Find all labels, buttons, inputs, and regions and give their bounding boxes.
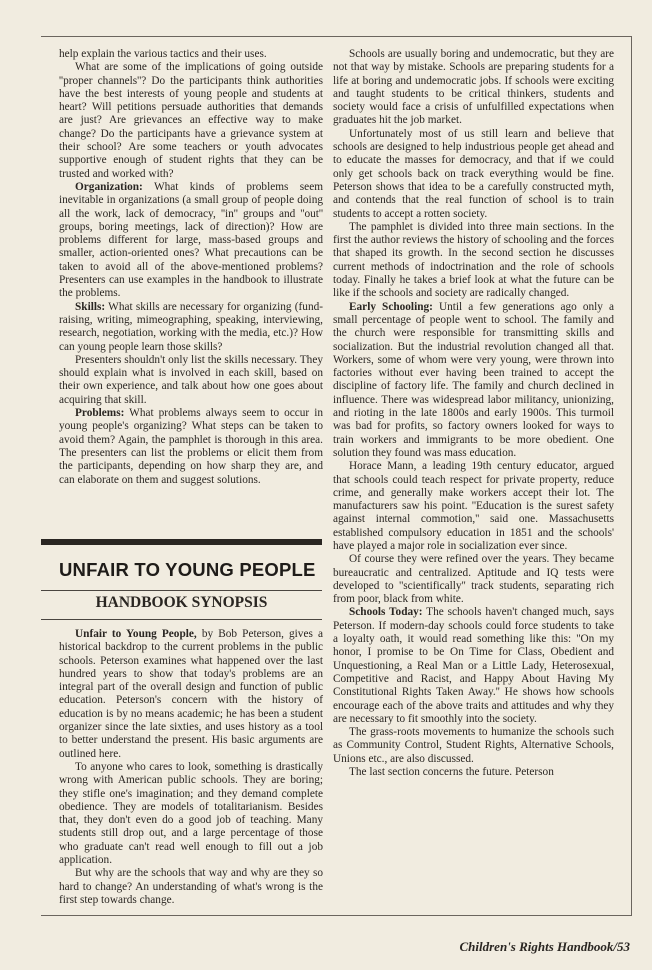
left-column-top: [59, 48, 323, 487]
paragraph: What are some of the implications of going outside ''proper channels''? Do the participants think authorities have the best interests of young people and students at heart? Will petitions persuade authorities that demands are just? Are grievances an effective way to make change? Do the participants have a grievance system at their school? Are some teachers or youth advocates supportive enough of student rights that they can be trusted and worked with?: [59, 61, 323, 180]
paragraph: [59, 301, 323, 354]
paragraph: [59, 407, 323, 487]
paragraph-text: The schools haven't changed much, says Peterson. If modern-day schools could force students to take a loyalty oath, it would read something like this: ''On my honor, I promise to be On Time for Class, Obedient and Unquestioning, a Real Man or a Little Lady, Heterosexual, Competitive and Racist, and Happy About Having My Constitutional Rights Taken Away.'' He shows how schools encourage each of the above traits and attitudes and why they are necessary to fit smoothly into the society.: [333, 606, 614, 725]
paragraph: [333, 301, 614, 461]
paragraph: Unfortunately most of us still learn and believe that schools are designed to help industrious people get ahead and to educate the masses for democracy, and that if we could only get schools back on track everything would be fine. Peterson shows that idea to be a carefully constructed myth, and contends that the real function of school is to train students to accept a rotten society.: [333, 127, 614, 220]
paragraph: Schools are usually boring and undemocratic, but they are not that way by mistake. Schools are preparing students for a life at boring and undemocratic jobs. If schools were exciting and taught students to be critical thinkers, students and society would face a crisis of unfulfilled expectations when graduates hit the job market.: [333, 48, 614, 127]
paragraph: Horace Mann, a leading 19th century educator, argued that schools could teach respect for private property, reduce crime, and generally make workers accept their lot. The manufacturers saw his point. ''Education is the surest safety against internal commotion,'' said one. Massachusetts established compulsory education in 1851 and the schools' have played a major role in socialization ever since.: [333, 460, 614, 552]
paragraph-label: Unfair to Young People,: [75, 628, 197, 640]
paragraph-label: Schools Today:: [349, 606, 423, 619]
page-footer: Children's Rights Handbook/53: [459, 939, 630, 954]
paragraph: Of course they were refined over the years. They became bureaucratic and centralized. Aptitude and IQ tests were developed to ''scientifically'' track students, separating rich from poor, black from white.: [333, 553, 614, 606]
paragraph-label: Early Schooling:: [349, 300, 433, 313]
paragraph: But why are the schools that way and why are they so hard to change? An understanding of what's wrong is the first step towards change.: [59, 867, 323, 906]
paragraph: The last section concerns the future. Peterson: [349, 766, 554, 779]
section-divider-thin: [41, 590, 322, 591]
paragraph-text: What kinds of problems seem inevitable in organizations (a small group of people doing all the work, lack of democracy, ''in'' groups and ''out'' groups, boring meetings, lack of direction)? How are problems different for large, mass-based groups and smaller, action-oriented ones? What precautions can be taken to avoid all of the above-mentioned problems? Presenters can use examples in the handbook to illustrate the problems.: [59, 180, 323, 300]
paragraph-label: Problems:: [75, 407, 125, 420]
section-divider-thick: [41, 539, 322, 545]
paragraph-text: Until a few generations ago only a small percentage of people went to school. The family and the church were responsible for transmitting skills and socialization. But the industrial revolution changed all that. Workers, some of whom were very young, were thrown into factories without ever having been trained to accept the discipline of factory life. The family and church declined in influence. There was widespread labor militancy, unionizing, and rioting in the late 1800s and early 1900s. This turmoil was bad for profits, so factory owners looked for ways to train workers and immigrants to be more obedient. One solution they found was mass education.: [333, 300, 615, 459]
paragraph: help explain the various tactics and their uses.: [59, 48, 267, 60]
paragraph: [59, 181, 323, 301]
paragraph: To anyone who cares to look, something is drastically wrong with American public schools. They are boring; they stifle one's imagination; and they demand complete obedience. They are models of totalitarianism. Besides that, they don't even do a good job of teaching. Many students still drop out, and a large percentage of those who graduate can't read well enough to fill out a job application.: [59, 760, 323, 867]
right-column: [333, 48, 614, 779]
paragraph: Presenters shouldn't only list the skills necessary. They should explain what is involved in each skill, based on their own experience, and talk about how one goes about acquiring that skill.: [59, 353, 323, 406]
paragraph-label: Organization:: [75, 180, 143, 193]
section-divider-thin: [41, 619, 322, 620]
left-column-bottom: [59, 628, 323, 907]
section-headline: UNFAIR TO YOUNG PEOPLE: [59, 559, 316, 580]
paragraph-text: What skills are necessary for organizing (fund-raising, writing, mimeographing, speaking, interviewing, research, negotiation, working with the media, etc.)? How can young people learn those skills?: [59, 300, 323, 353]
section-subheading: HANDBOOK SYNOPSIS: [95, 594, 268, 611]
paragraph: The grass-roots movements to humanize the schools such as Community Control, Student Rights, Alternative Schools, Unions etc., are also discussed.: [333, 726, 614, 765]
paragraph: [59, 628, 323, 761]
paragraph: [333, 606, 614, 726]
paragraph-label: Skills:: [75, 300, 106, 313]
paragraph: The pamphlet is divided into three main sections. In the first the author reviews the history of schooling and the forces that shaped its growth. In the second section he discusses current methods of indoctrination and the role of schools today. Finally he takes a brief look at what the future can be like if the schools and society are radically changed.: [333, 220, 614, 300]
paragraph-text: What problems always seem to occur in young people's organizing? What steps can be taken to avoid them? Again, the pamphlet is thorough in this area. The presenters can list the problems or elicit them from the participants, depending on how sharp they are, and can elaborate on them and suggest solutions.: [59, 407, 323, 486]
paragraph-text: by Bob Peterson, gives a historical backdrop to the current problems in the public schools. Peterson examines what happened over the last hundred years to show that today's problems are an integral part of the overall design and function of public education. Peterson's concern with the history of education is by no means academic; he has been a student organizer since the late sixties, and uses history as a tool to better understand the present. His basic arguments are outlined here.: [59, 628, 323, 760]
